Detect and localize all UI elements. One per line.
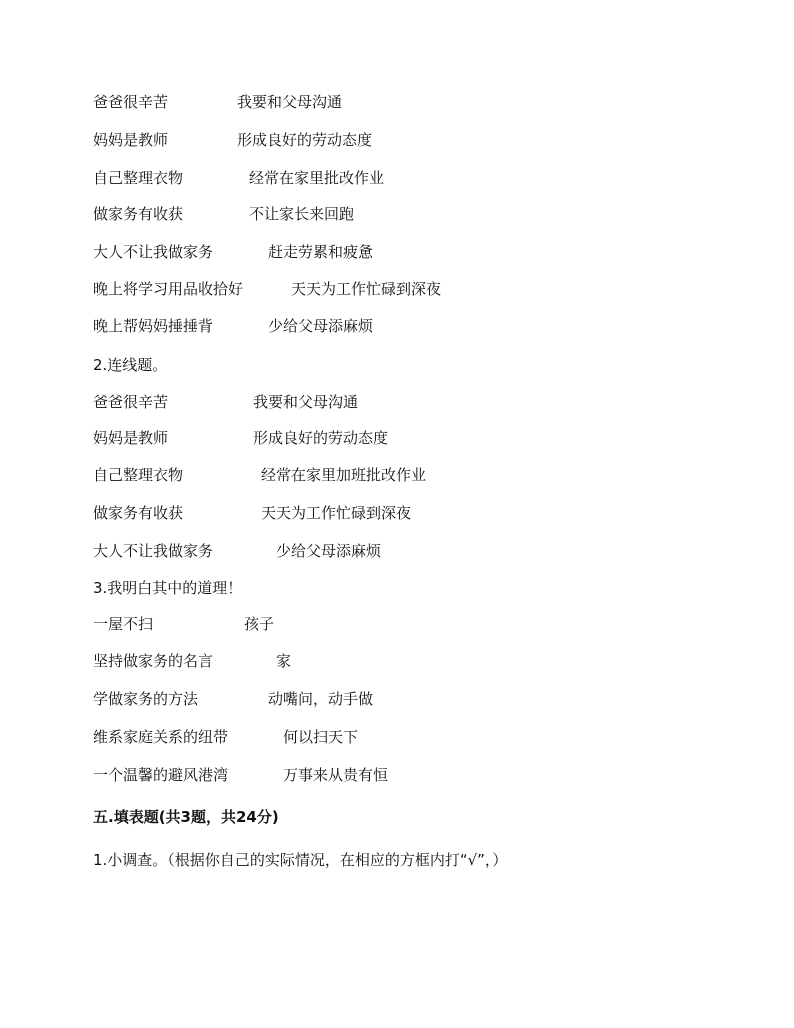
left-item: 晚上帮妈妈捶捶背 — [93, 317, 214, 335]
left-item: 爸爸很辛苦 — [93, 93, 169, 111]
left-item: 维系家庭关系的纽带 — [93, 728, 229, 746]
left-item: 晚上将学习用品收拾好 — [93, 280, 244, 298]
right-item: 经常在家里批改作业 — [249, 169, 385, 187]
right-item: 不让家长来回跑 — [249, 205, 355, 223]
section-3-title: 3.我明白其中的道理！ — [93, 579, 243, 597]
right-item: 家 — [276, 652, 292, 670]
right-item: 形成良好的劳动态度 — [253, 429, 389, 447]
right-item: 少给父母添麻烦 — [268, 317, 374, 335]
left-item: 自己整理衣物 — [93, 169, 184, 187]
right-item: 何以扫天下 — [283, 728, 359, 746]
right-item: 少给父母添麻烦 — [276, 542, 382, 560]
right-item: 赶走劳累和疲惫 — [268, 243, 374, 261]
right-item: 万事来从贵有恒 — [283, 766, 389, 784]
question-1-text: 1.小调查。（根据你自己的实际情况，在相应的方框内打“√”，） — [93, 851, 508, 869]
left-item: 大人不让我做家务 — [93, 243, 214, 261]
left-item: 坚持做家务的名言 — [93, 652, 214, 670]
left-item: 妈妈是教师 — [93, 131, 169, 149]
left-item: 一屋不扫 — [93, 615, 154, 633]
right-item: 动嘴问，动手做 — [268, 690, 374, 708]
left-item: 学做家务的方法 — [93, 690, 199, 708]
right-item: 孩子 — [244, 615, 275, 633]
right-item: 我要和父母沟通 — [237, 93, 343, 111]
section-2-title: 2.连线题。 — [93, 356, 168, 374]
left-item: 爸爸很辛苦 — [93, 393, 169, 411]
left-item: 大人不让我做家务 — [93, 542, 214, 560]
right-item: 天天为工作忙碌到深夜 — [291, 280, 442, 298]
right-item: 我要和父母沟通 — [253, 393, 359, 411]
section-5-title: 五.填表题(共3题，共24分) — [93, 808, 279, 826]
left-item: 做家务有收获 — [93, 205, 184, 223]
left-item: 自己整理衣物 — [93, 466, 184, 484]
right-item: 形成良好的劳动态度 — [237, 131, 373, 149]
left-item: 做家务有收获 — [93, 504, 184, 522]
right-item: 天天为工作忙碌到深夜 — [261, 504, 412, 522]
right-item: 经常在家里加班批改作业 — [261, 466, 427, 484]
left-item: 一个温馨的避风港湾 — [93, 766, 229, 784]
left-item: 妈妈是教师 — [93, 429, 169, 447]
